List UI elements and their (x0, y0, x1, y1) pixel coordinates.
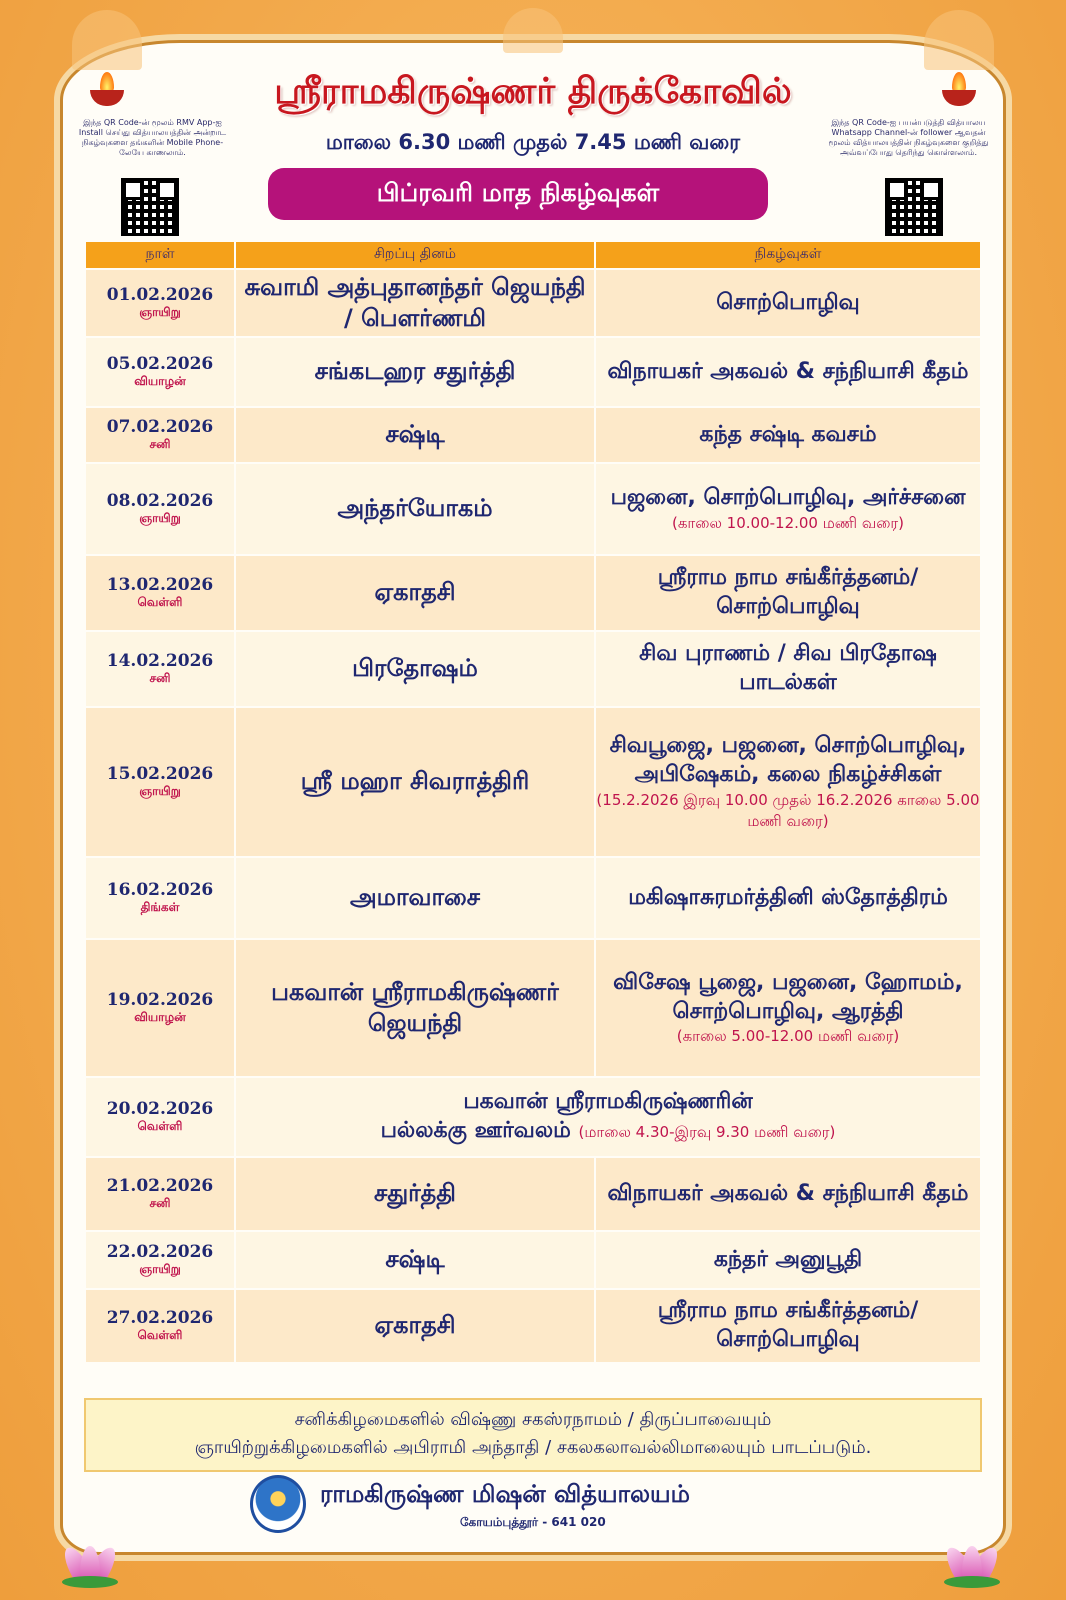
weekday-text: ஞாயிறு (139, 511, 181, 525)
events-cell (595, 857, 981, 939)
weekly-note-saturday: சனிக்கிழமைகளில் விஷ்ணு சகஸ்ரநாமம் / திருப்பாவையும் (294, 1409, 772, 1430)
qr-code-whatsapp[interactable] (885, 178, 943, 236)
weekday-text: வியாழன் (134, 1010, 186, 1024)
weekday-text: ஞாயிறு (139, 305, 181, 319)
institution-address: கோயம்புத்தூர் - 641 020 (460, 1515, 606, 1529)
special-day-cell: அமாவாசை (235, 857, 595, 939)
month-banner: பிப்ரவரி மாத நிகழ்வுகள் (268, 168, 768, 220)
date-cell (85, 407, 235, 463)
events-cell (595, 337, 981, 407)
events-time-note: (காலை 10.00-12.00 மணி வரை) (671, 513, 905, 532)
table-row (85, 269, 981, 337)
special-day-cell: ஸ்ரீ மஹா சிவராத்திரி (235, 707, 595, 857)
events-time-note: (காலை 5.00-12.00 மணி வரை) (676, 1027, 900, 1046)
schedule-table (84, 240, 982, 1364)
events-cell (595, 555, 981, 631)
lotus-icon (58, 1540, 122, 1588)
weekday-text: ஞாயிறு (139, 1262, 181, 1276)
events-cell (595, 1231, 981, 1289)
date-cell (85, 631, 235, 707)
qr-app-note: இந்த QR Code-ன் மூலம் RMV App-ஐ Install செய்து வித்யாலயத்தின் அன்றாட நிகழ்வுகளை தங்களின் Mobile Phone-லேயே காணலாம். (78, 118, 227, 157)
header-date: நாள் (85, 241, 235, 269)
events-time-note: (15.2.2026 இரவு 10.00 முதல் 16.2.2026 காலை 5.00 மணி வரை) (596, 790, 980, 830)
weekday-text: ஞாயிறு (139, 784, 181, 798)
date-cell (85, 707, 235, 857)
events-text: சிவ புராணம் / சிவ பிரதோஷ பாடல்கள் (639, 641, 937, 695)
qr-code-app[interactable] (121, 178, 179, 236)
date-text: 15.02.2026 (106, 764, 214, 784)
date-text: 08.02.2026 (106, 491, 214, 511)
events-text: கந்த சஷ்டி கவசம் (699, 421, 877, 447)
table-row (85, 337, 981, 407)
special-day-cell: ஏகாதசி (235, 1289, 595, 1363)
table-row (85, 857, 981, 939)
table-row (85, 707, 981, 857)
table-row (85, 1289, 981, 1363)
special-day-cell: பிரதோஷம் (235, 631, 595, 707)
mission-emblem-icon (250, 1475, 306, 1533)
table-row (85, 1077, 981, 1157)
date-text: 20.02.2026 (106, 1099, 214, 1119)
events-text: சிவபூஜை, பஜனை, சொற்பொழிவு, அபிஷேகம், கலை நிகழ்ச்சிகள் (609, 733, 967, 787)
date-cell (85, 1157, 235, 1231)
date-text: 13.02.2026 (106, 575, 214, 595)
poster-title: ஸ்ரீராமகிருஷ்ணர் திருக்கோவில் (274, 70, 792, 112)
weekday-text: வியாழன் (134, 374, 186, 388)
special-day-cell: சஷ்டி (235, 407, 595, 463)
date-cell (85, 555, 235, 631)
events-text: பஜனை, சொற்பொழிவு, அர்ச்சனை (610, 485, 966, 511)
table-row (85, 407, 981, 463)
merged-event-line1: பகவான் ஸ்ரீராமகிருஷ்ணரின் (463, 1089, 753, 1115)
events-cell (595, 269, 981, 337)
date-text: 16.02.2026 (106, 880, 214, 900)
date-cell (85, 337, 235, 407)
events-cell (595, 631, 981, 707)
date-text: 21.02.2026 (106, 1176, 214, 1196)
special-day-cell: பகவான் ஸ்ரீராமகிருஷ்ணர் ஜெயந்தி (235, 939, 595, 1077)
merged-event-line2: பல்லக்கு ஊர்வலம் (380, 1118, 571, 1143)
lotus-icon (940, 1540, 1004, 1588)
event-time: மாலை 6.30 மணி முதல் 7.45 மணி வரை (325, 130, 741, 154)
header-events: நிகழ்வுகள் (595, 241, 981, 269)
events-text: சொற்பொழிவு (716, 289, 860, 315)
date-text: 19.02.2026 (106, 990, 214, 1010)
merged-event-line2-wrap (236, 1117, 980, 1146)
events-text: கந்தர் அனுபூதி (713, 1246, 863, 1272)
special-day-cell: சஷ்டி (235, 1231, 595, 1289)
merged-event-time-note: (மாலை 4.30-இரவு 9.30 மணி வரை) (578, 1123, 836, 1141)
date-text: 01.02.2026 (106, 285, 214, 305)
events-cell (595, 463, 981, 555)
date-text: 27.02.2026 (106, 1308, 214, 1328)
date-cell (85, 1231, 235, 1289)
weekday-text: வெள்ளி (137, 595, 183, 609)
events-text: ஸ்ரீராம நாம சங்கீர்த்தனம்/ சொற்பொழிவு (657, 565, 919, 619)
special-day-cell: சங்கடஹர சதுர்த்தி (235, 337, 595, 407)
events-text: ஸ்ரீராம நாம சங்கீர்த்தனம்/ சொற்பொழிவு (657, 1298, 919, 1352)
events-text: விநாயகர் அகவல் & சந்நியாசி கீதம் (607, 1180, 969, 1206)
events-text: விசேஷ பூஜை, பஜனை, ஹோமம், சொற்பொழிவு, ஆரத்தி (613, 969, 963, 1024)
date-cell (85, 939, 235, 1077)
date-cell (85, 269, 235, 337)
weekday-text: வெள்ளி (137, 1328, 183, 1342)
special-day-cell: சதுர்த்தி (235, 1157, 595, 1231)
table-row (85, 463, 981, 555)
merged-event-cell (235, 1077, 981, 1157)
date-text: 22.02.2026 (106, 1242, 214, 1262)
header-special-day: சிறப்பு தினம் (235, 241, 595, 269)
weekday-text: சனி (149, 1196, 171, 1210)
date-cell (85, 1077, 235, 1157)
special-day-cell: அந்தர்யோகம் (235, 463, 595, 555)
institution-name: ராமகிருஷ்ண மிஷன் வித்யாலயம் (320, 1480, 690, 1508)
events-cell (595, 939, 981, 1077)
table-row (85, 631, 981, 707)
table-row (85, 939, 981, 1077)
weekly-note-box (84, 1398, 982, 1472)
date-text: 05.02.2026 (106, 354, 214, 374)
table-row (85, 1157, 981, 1231)
special-day-cell: ஏகாதசி (235, 555, 595, 631)
table-header-row (85, 241, 981, 269)
weekday-text: சனி (149, 671, 171, 685)
date-text: 14.02.2026 (106, 651, 214, 671)
qr-whatsapp-note: இந்த QR Code-ஐ பயன்படுத்தி வித்யாலய Whatsapp Channel-ன் follower ஆவதன் மூலம் வித்யாலயத்தின் நிகழ்வுகளை குறித்து அவ்வப்போது தெரிந்து கொள்ளலாம். (828, 118, 989, 157)
date-text: 07.02.2026 (106, 417, 214, 437)
events-text: விநாயகர் அகவல் & சந்நியாசி கீதம் (607, 358, 969, 384)
weekday-text: வெள்ளி (137, 1119, 183, 1133)
weekday-text: சனி (149, 437, 171, 451)
table-row (85, 1231, 981, 1289)
events-text: மகிஷாசுரமர்த்தினி ஸ்தோத்திரம் (628, 884, 948, 910)
special-day-cell: சுவாமி அத்புதானந்தர் ஜெயந்தி / பௌர்ணமி (235, 269, 595, 337)
table-row (85, 555, 981, 631)
events-cell (595, 407, 981, 463)
date-cell (85, 463, 235, 555)
events-cell (595, 707, 981, 857)
weekly-note-sunday: ஞாயிற்றுக்கிழமைகளில் அபிராமி அந்தாதி / சகலகலாவல்லிமாலையும் பாடப்படும். (194, 1436, 872, 1458)
date-cell (85, 857, 235, 939)
events-cell (595, 1289, 981, 1363)
events-cell (595, 1157, 981, 1231)
weekday-text: திங்கள் (140, 900, 180, 914)
date-cell (85, 1289, 235, 1363)
